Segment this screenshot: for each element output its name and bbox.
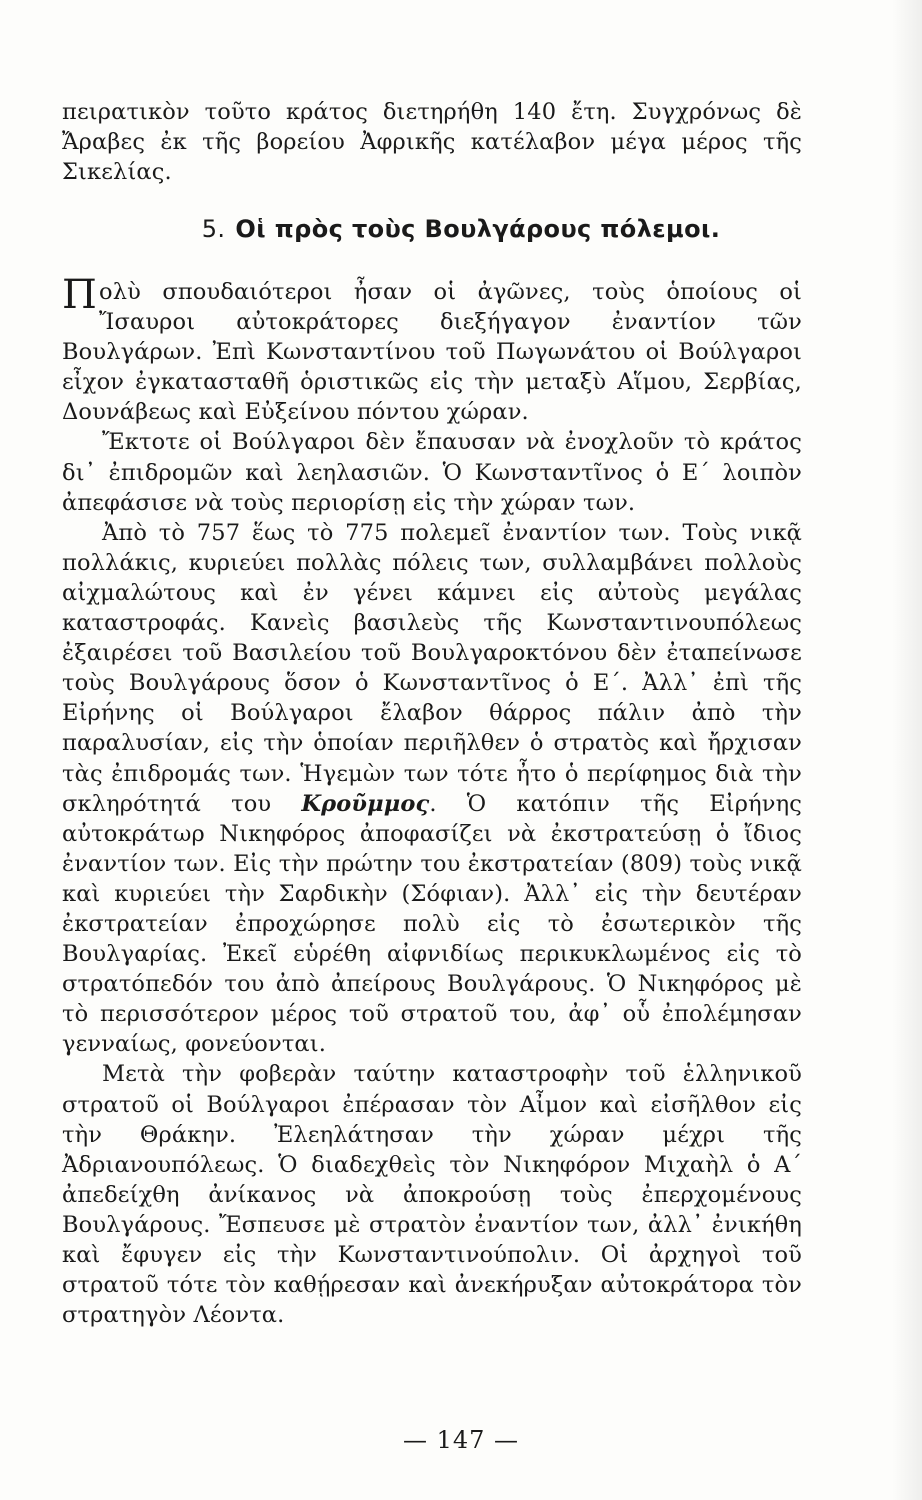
intro-paragraph: πειρατικὸν τοῦτο κράτος διετηρήθη 140 ἔτη. Συγχρόνως δὲ Ἄραβες ἐκ τῆς βορείου Ἀφρικῆς κατέλαβον μέγα μέρος τῆς Σικελίας. bbox=[62, 99, 802, 186]
top-text-block bbox=[62, 97, 802, 187]
section-heading bbox=[0, 215, 922, 243]
emphasized-name: Κροῦμμος bbox=[301, 790, 430, 817]
paragraph-2: Ἔκτοτε οἱ Βούλγαροι δὲν ἔπαυσαν νὰ ἐνοχλοῦν τὸ κράτος δι᾽ ἐπιδρομῶν καὶ λεηλασιῶν. Ὁ Κωνσταντῖνος ὁ Ε΄ λοιπὸν ἀπεφάσισε νὰ τοὺς περιορίσῃ εἰς τὴν χώραν των. bbox=[62, 429, 802, 516]
paragraph-1-text: ολὺ σπουδαιότεροι ἦσαν οἱ ἀγῶνες, τοὺς ὁποίους οἱ Ἴσαυροι αὐτοκράτορες διεξήγαγον ἐναντίον τῶν Βουλγάρων. Ἐπὶ Κωνσταντίνου τοῦ Πωγωνάτου οἱ Βούλγαροι εἶχον ἐγκατασταθῆ ὁριστικῶς εἰς τὴν μεταξὺ Αἵμου, Σερβίας, Δουνάβεως καὶ Εὐξείνου πόντου χώραν. bbox=[62, 279, 802, 426]
paragraph-3 bbox=[62, 518, 802, 1060]
section-title: Οἱ πρὸς τοὺς Βουλγάρους πόλεμοι. bbox=[235, 215, 721, 243]
paragraph-3-text-after: . Ὁ κατόπιν τῆς Εἰρήνης αὐτοκράτωρ Νικηφόρος ἀποφασίζει νὰ ἐκστρατεύσῃ ὁ ἴδιος ἐναντίον των. Εἰς τὴν πρώτην του ἐκστρατείαν (809) τοὺς νικᾷ καὶ κυριεύει τὴν Σαρδικὴν (Σόφιαν). Ἀλλ᾽ εἰς τὴν δευτέραν ἐκστρατείαν ἐπροχώρησε πολὺ εἰς τὸ ἐσωτερικὸν τῆς Βουλγαρίας. Ἐκεῖ εὑρέθη αἰφνιδίως περικυκλωμένος εἰς τὸ στρατόπεδόν του ἀπὸ ἀπείρους Βουλγάρους. Ὁ Νικηφόρος μὲ τὸ περισσότερον μέρος τοῦ στρατοῦ του, ἀφ᾽ οὗ ἐπολέμησαν γενναίως, φονεύονται. bbox=[62, 790, 802, 1058]
section-number: 5. bbox=[201, 215, 226, 243]
main-text-block bbox=[62, 272, 802, 1330]
page-number: — 147 — bbox=[402, 1426, 520, 1454]
drop-cap: Π bbox=[62, 272, 98, 318]
paragraph-1 bbox=[62, 272, 802, 427]
paragraph-3-text-before: Ἀπὸ τὸ 757 ἕως τὸ 775 πολεμεῖ ἐναντίον των. Τοὺς νικᾷ πολλάκις, κυριεύει πολλὰς πόλεις των, συλλαμβάνει πολλοὺς αἰχμαλώτους καὶ ἐν γένει κάμνει εἰς αὐτοὺς μεγάλας καταστροφάς. Κανεὶς βασιλεὺς τῆς Κωνσταντινουπόλεως ἐξαιρέσει τοῦ Βασιλείου τοῦ Βουλγαροκτόνου δὲν ἐταπείνωσε τοὺς Βουλγάρους ὅσον ὁ Κωνσταντῖνος ὁ Ε΄. Ἀλλ᾽ ἐπὶ τῆς Εἰρήνης οἱ Βούλγαροι ἔλαβον θάρρος πάλιν ἀπὸ τὴν παραλυσίαν, εἰς τὴν ὁποίαν περιῆλθεν ὁ στρατὸς καὶ ἤρχισαν τὰς ἐπιδρομάς των. Ἡγεμὼν των τότε ἦτο ὁ περίφημος διὰ τὴν σκληρότητά του bbox=[62, 519, 802, 817]
paragraph-4: Μετὰ τὴν φοβερὰν ταύτην καταστροφὴν τοῦ ἑλληνικοῦ στρατοῦ οἱ Βούλγαροι ἐπέρασαν τὸν Αἶμον καὶ εἰσῆλθον εἰς τὴν Θράκην. Ἐλεηλάτησαν τὴν χώραν μέχρι τῆς Ἀδριανουπόλεως. Ὁ διαδεχθεὶς τὸν Νικηφόρον Μιχαὴλ ὁ Α΄ ἀπεδείχθη ἀνίκανος νὰ ἀποκρούσῃ τοὺς ἐπερχομένους Βουλγάρους. Ἔσπευσε μὲ στρατὸν ἐναντίον των, ἀλλ᾽ ἐνικήθη καὶ ἔφυγεν εἰς τὴν Κωνσταντινούπολιν. Οἱ ἀρχηγοὶ τοῦ στρατοῦ τότε τὸν καθῄρεσαν καὶ ἀνεκήρυξαν αὐτοκράτορα τὸν στρατηγὸν Λέοντα. bbox=[62, 1061, 802, 1329]
